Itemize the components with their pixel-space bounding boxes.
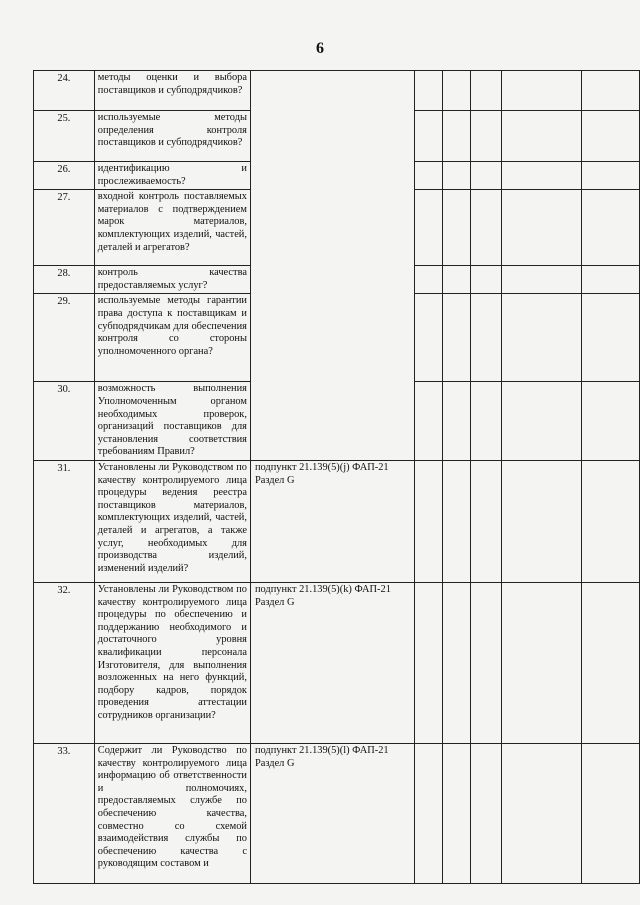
table-row bbox=[34, 582, 640, 743]
answer-cell-no bbox=[442, 266, 470, 294]
answer-cell-na bbox=[471, 460, 501, 582]
row-number: 29. bbox=[34, 294, 95, 382]
question-text: используемые методы гарантии права доступа к поставщикам и субподрядчикам для обеспечения контроля со стороны уполномоченного органа? bbox=[94, 294, 250, 382]
answer-cell-no bbox=[442, 111, 470, 162]
question-text: Содержит ли Руководство по качеству контролируемого лица информацию об ответственности и полномочиях, предоставляемых службе по обеспечению качества, совместно со схемой взаимодействия службы по обеспечению качества с руководящим составом и bbox=[94, 743, 250, 883]
row-number: 24. bbox=[34, 71, 95, 111]
row-number: 30. bbox=[34, 382, 95, 461]
table-row bbox=[34, 460, 640, 582]
note-cell bbox=[582, 294, 640, 382]
answer-cell-yes bbox=[414, 382, 442, 461]
row-number: 33. bbox=[34, 743, 95, 883]
comment-cell bbox=[501, 266, 582, 294]
answer-cell-na bbox=[471, 162, 501, 190]
note-cell bbox=[582, 382, 640, 461]
answer-cell-no bbox=[442, 71, 470, 111]
note-cell bbox=[582, 582, 640, 743]
row-number: 28. bbox=[34, 266, 95, 294]
question-text: Установлены ли Руководством по качеству контролируемого лица процедуры ведения реестра поставщиков материалов, комплектующих изделий, частей, деталей и агрегатов, а также услуг, необходимых для производства изделий, изменений изделий? bbox=[94, 460, 250, 582]
answer-cell-yes bbox=[414, 582, 442, 743]
answer-cell-no bbox=[442, 190, 470, 266]
question-text: контроль качества предоставляемых услуг? bbox=[94, 266, 250, 294]
answer-cell-na bbox=[471, 190, 501, 266]
reference-cell bbox=[250, 71, 414, 461]
answer-cell-na bbox=[471, 294, 501, 382]
answer-cell-no bbox=[442, 743, 470, 883]
answer-cell-yes bbox=[414, 460, 442, 582]
note-cell bbox=[582, 111, 640, 162]
question-text: используемые методы определения контроля поставщиков и субподрядчиков? bbox=[94, 111, 250, 162]
answer-cell-yes bbox=[414, 266, 442, 294]
comment-cell bbox=[501, 111, 582, 162]
question-text: Установлены ли Руководством по качеству контролируемого лица процедуры по обеспечению и поддержанию необходимого и достаточного уровня квалификации персонала Изготовителя, для выполнения возложенных на него функций, подбору кадров, порядок проведения аттестации сотрудников организации? bbox=[94, 582, 250, 743]
page-number: 6 bbox=[316, 40, 324, 57]
note-cell bbox=[582, 162, 640, 190]
checklist-table bbox=[33, 70, 640, 884]
row-number: 27. bbox=[34, 190, 95, 266]
answer-cell-na bbox=[471, 266, 501, 294]
note-cell bbox=[582, 743, 640, 883]
row-number: 25. bbox=[34, 111, 95, 162]
comment-cell bbox=[501, 71, 582, 111]
row-number: 26. bbox=[34, 162, 95, 190]
reference-cell: подпункт 21.139(5)(j) ФАП-21 Раздел G bbox=[250, 460, 414, 582]
question-text: идентификацию и прослеживаемость? bbox=[94, 162, 250, 190]
answer-cell-yes bbox=[414, 190, 442, 266]
note-cell bbox=[582, 71, 640, 111]
answer-cell-no bbox=[442, 582, 470, 743]
answer-cell-no bbox=[442, 162, 470, 190]
reference-cell: подпункт 21.139(5)(l) ФАП-21 Раздел G bbox=[250, 743, 414, 883]
note-cell bbox=[582, 460, 640, 582]
comment-cell bbox=[501, 190, 582, 266]
answer-cell-na bbox=[471, 111, 501, 162]
answer-cell-na bbox=[471, 382, 501, 461]
comment-cell bbox=[501, 294, 582, 382]
answer-cell-no bbox=[442, 294, 470, 382]
comment-cell bbox=[501, 382, 582, 461]
comment-cell bbox=[501, 162, 582, 190]
answer-cell-no bbox=[442, 382, 470, 461]
comment-cell bbox=[501, 460, 582, 582]
note-cell bbox=[582, 266, 640, 294]
answer-cell-yes bbox=[414, 71, 442, 111]
question-text: входной контроль поставляемых материалов с подтверждением марок материалов, комплектующих изделий, частей, деталей и агрегатов? bbox=[94, 190, 250, 266]
question-text: возможность выполнения Уполномоченным органом необходимых проверок, организаций поставщиков для установления соответствия требованиям Правил? bbox=[94, 382, 250, 461]
comment-cell bbox=[501, 743, 582, 883]
answer-cell-na bbox=[471, 71, 501, 111]
answer-cell-yes bbox=[414, 743, 442, 883]
table-row bbox=[34, 743, 640, 883]
question-text: методы оценки и выбора поставщиков и субподрядчиков? bbox=[94, 71, 250, 111]
note-cell bbox=[582, 190, 640, 266]
comment-cell bbox=[501, 582, 582, 743]
reference-cell: подпункт 21.139(5)(k) ФАП-21 Раздел G bbox=[250, 582, 414, 743]
answer-cell-yes bbox=[414, 162, 442, 190]
answer-cell-na bbox=[471, 582, 501, 743]
answer-cell-yes bbox=[414, 294, 442, 382]
answer-cell-yes bbox=[414, 111, 442, 162]
row-number: 32. bbox=[34, 582, 95, 743]
table-row bbox=[34, 71, 640, 111]
answer-cell-na bbox=[471, 743, 501, 883]
answer-cell-no bbox=[442, 460, 470, 582]
row-number: 31. bbox=[34, 460, 95, 582]
